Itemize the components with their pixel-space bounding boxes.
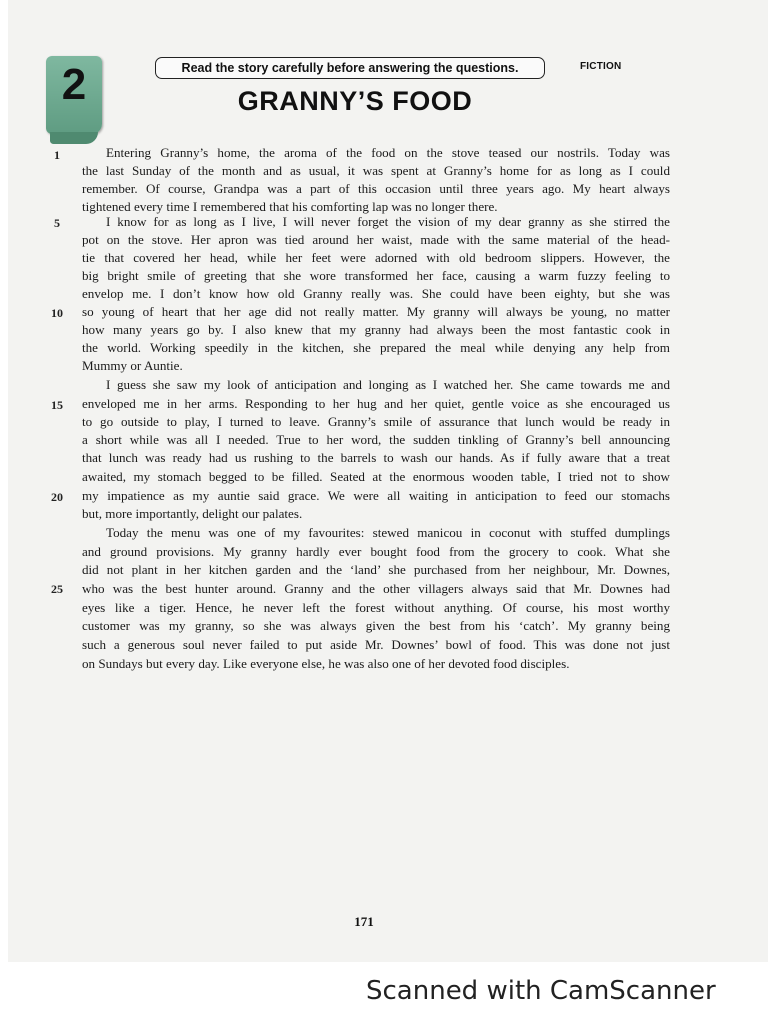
instruction-banner: Read the story carefully before answering the questions. [155,57,545,79]
story-line: I guess she saw my look of anticipation and longing as I watched her. She came towards me and [106,377,670,392]
story-line: eyes like a tiger. Hence, he never left the forest without anything. Of course, his most worthy [82,600,670,615]
chapter-number: 2 [61,60,87,109]
line-number: 15 [51,398,63,412]
story-line: but, more importantly, delight our palates. [82,506,303,521]
story-line: enveloped me in her arms. Responding to her hug and her quiet, gentle voice as she encouraged us [82,396,670,411]
story-line: customer was my granny, so she was always given the best from his ‘catch’. My granny being [82,618,670,633]
story-line: tie that covered her head, while her feet were adorned with old bedroom slippers. However, the [82,250,670,265]
story-line: big bright smile of greeting that she wore transformed her face, causing a warm fuzzy feeling to [82,268,670,283]
story-line: such a generous soul never failed to put aside Mr. Downes’ bowl of food. This was done not just [82,637,670,652]
story-line: the last Sunday of the month and as usual, it was spent at Granny’s home for as long as I could [82,163,670,178]
genre-label: FICTION [580,61,622,72]
story-line: my impatience as my auntie said grace. We were all waiting in anticipation to feed our stomachs [82,488,670,503]
story-line: to go outside to play, I turned to leave. Granny’s smile of assurance that lunch would be ready in [82,414,670,429]
story-line: the world. Working speedily in the kitchen, she prepared the meal while denying any help from [82,340,670,355]
story-line: Entering Granny’s home, the aroma of the food on the stove teased our nostrils. Today was [106,145,670,160]
story-line: remember. Of course, Grandpa was a part of this occasion until three years ago. My heart always [82,181,670,196]
story-line: and ground provisions. My granny hardly ever bought food from the grocery to cook. What she [82,544,670,559]
story-line: who was the best hunter around. Granny and the other villagers always said that Mr. Downes had [82,581,670,596]
line-number: 25 [51,582,63,596]
story-line: on Sundays but every day. Like everyone else, he was also one of her devoted food disciples. [82,656,570,671]
story-line: a short while was all I needed. True to her word, the sudden tinkling of Granny’s bell announcing [82,432,670,447]
story-line: pot on the stove. Her apron was tied around her waist, made with the same material of the head- [82,232,670,247]
story-line: awaited, my stomach begged to be filled. Seated at the enormous wooden table, I tried not to show [82,469,670,484]
story-line: tightened every time I remembered that his comforting lap was no longer there. [82,199,498,214]
line-number: 10 [51,306,63,320]
line-number: 20 [51,490,63,504]
story-line: how many years go by. I also knew that my granny had always been the most fantastic cook in [82,322,670,337]
page-edge [0,0,8,962]
chapter-tab [46,56,102,134]
story-line: so young of heart that her age did not really matter. My granny will always be young, no matter [82,304,670,319]
story-line: envelop me. I don’t know how old Granny really was. She could have been eighty, but she was [82,286,670,301]
story-line: Today the menu was one of my favourites: stewed manicou in coconut with stuffed dumplings [106,525,670,540]
story-line: that lunch was ready had us rushing to the barrels to wash our hands. As if fully aware that a treat [82,450,670,465]
line-number: 1 [54,148,60,162]
story-line: Mummy or Auntie. [82,358,183,373]
story-line: I know for as long as I live, I will never forget the vision of my dear granny as she stirred the [106,214,670,229]
scanner-watermark: Scanned with CamScanner [366,976,716,1006]
story-title: GRANNY’S FOOD [237,86,473,116]
line-number: 5 [54,216,60,230]
page-number: 171 [354,914,374,929]
story-line: did not plant in her kitchen garden and the ‘land’ she purchased from her neighbour, Mr. Downes, [82,562,670,577]
